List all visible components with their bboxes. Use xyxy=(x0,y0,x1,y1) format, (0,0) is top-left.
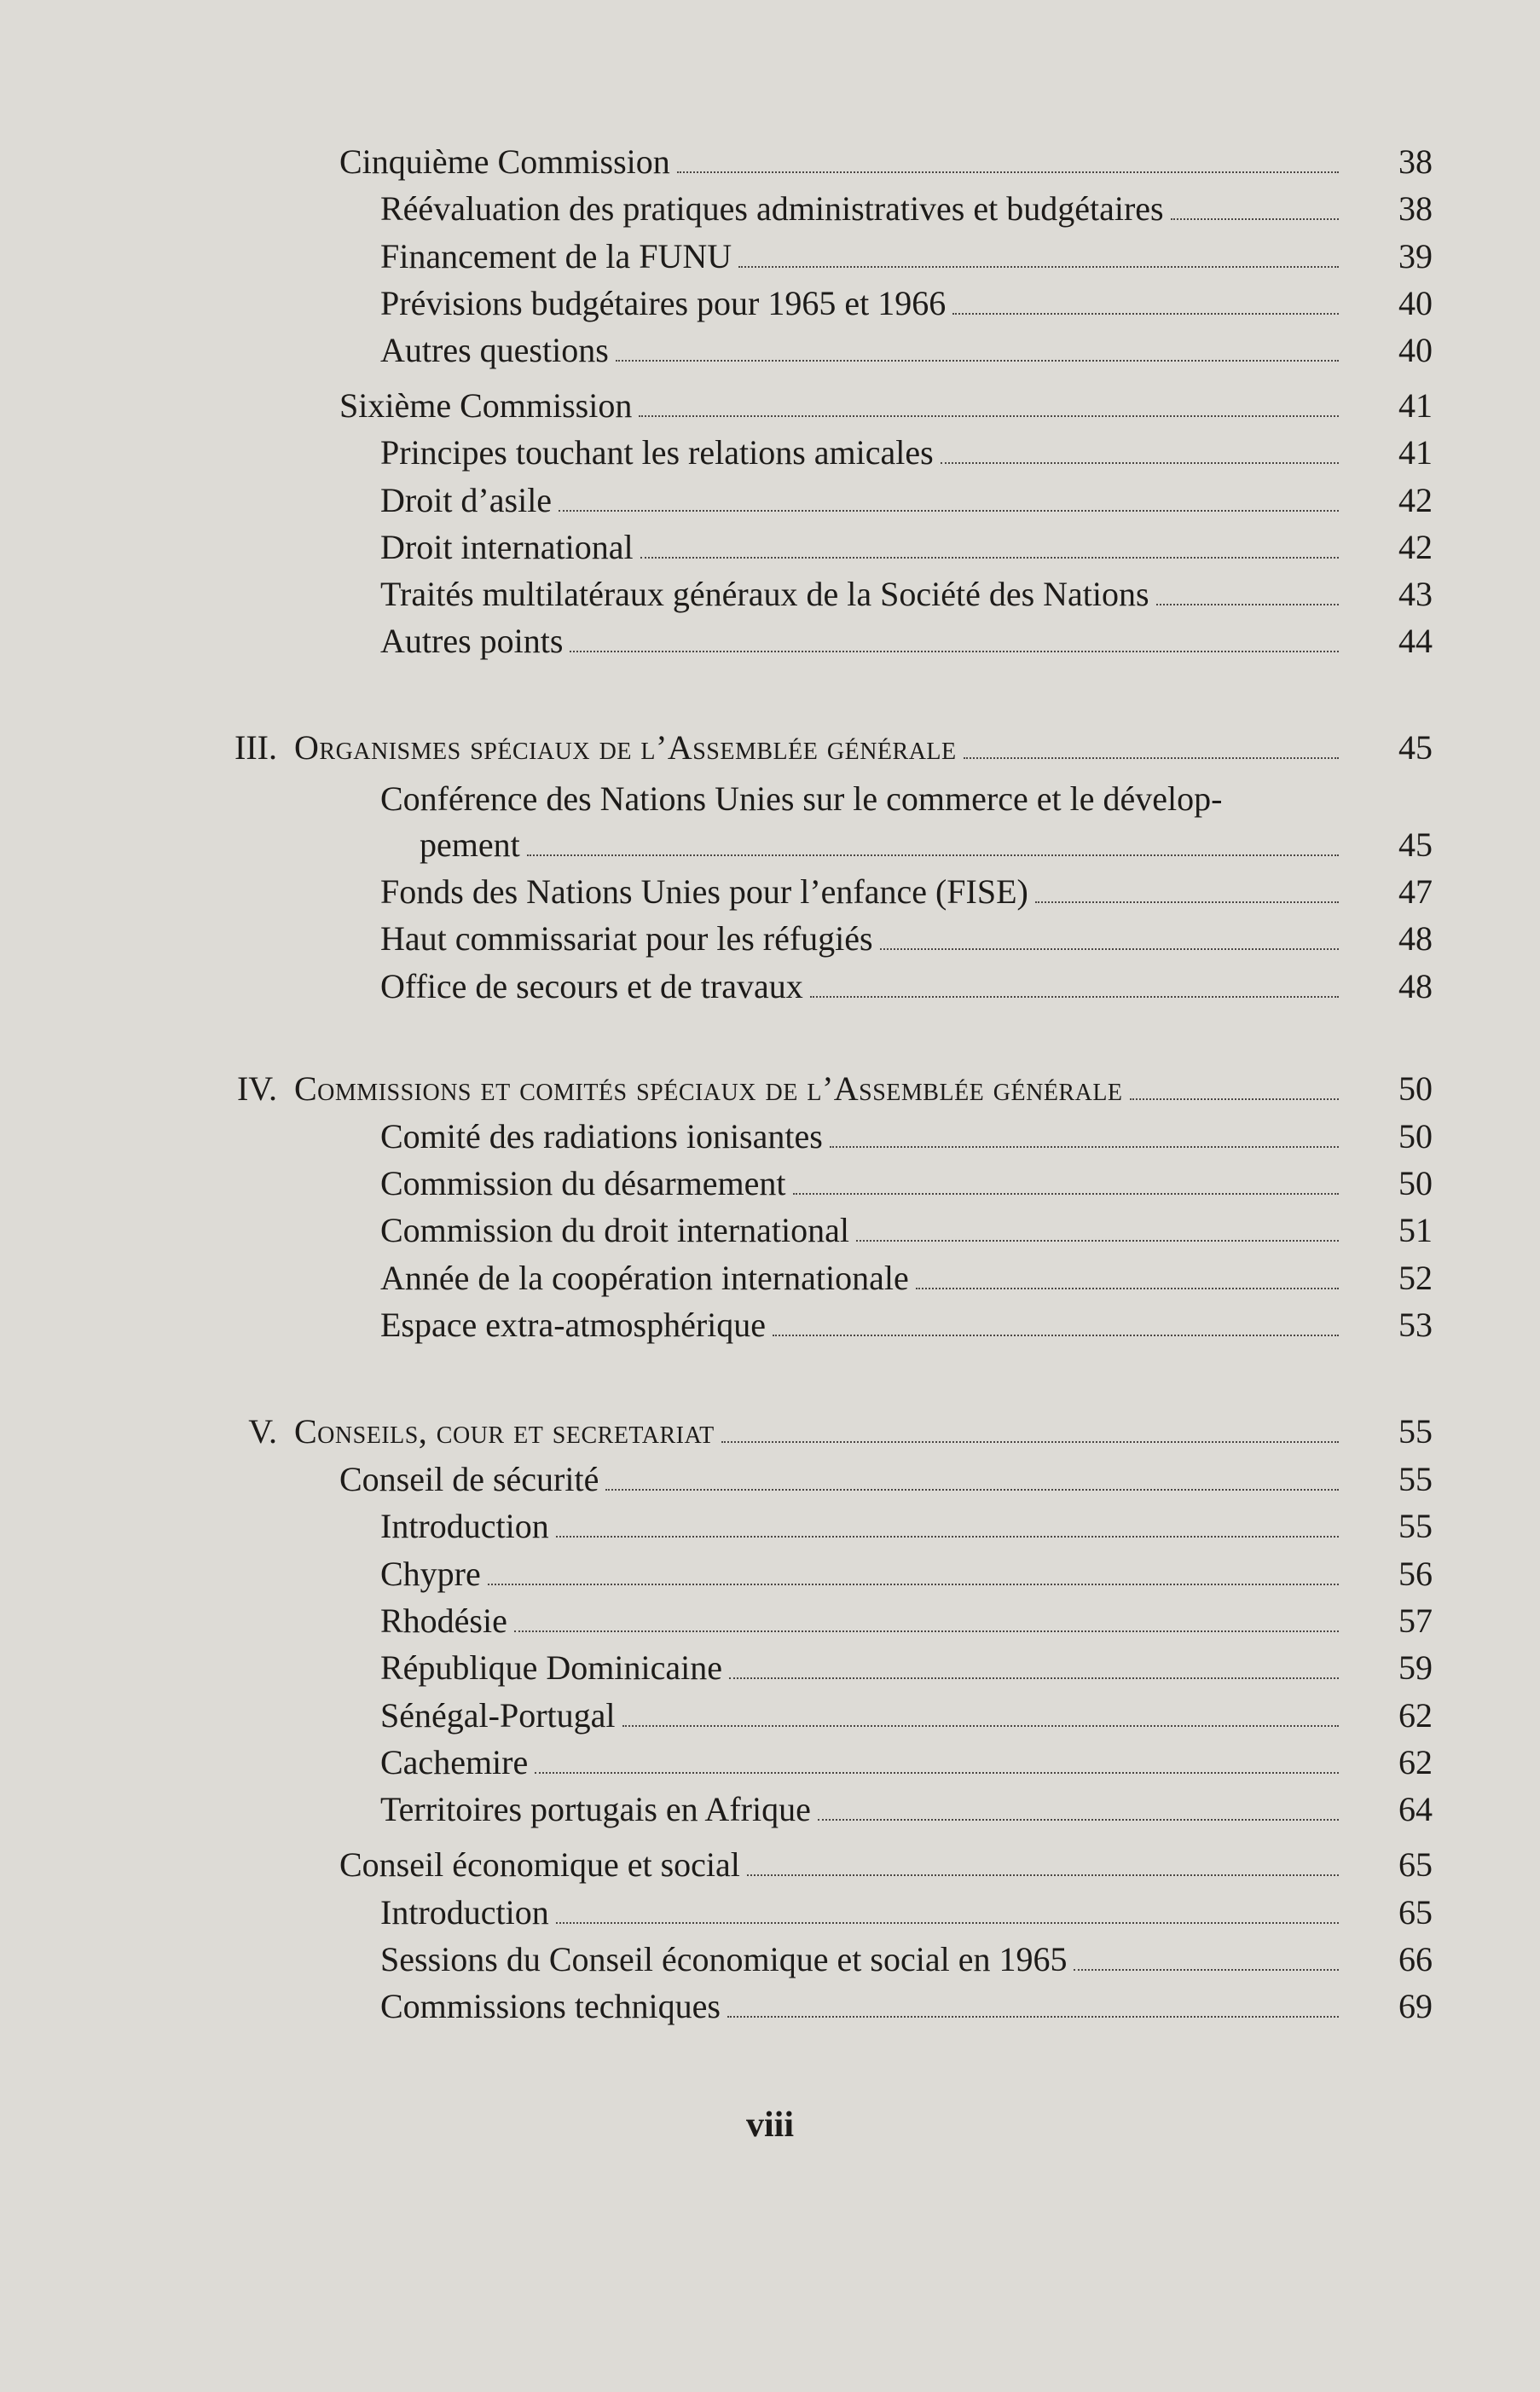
dot-leader xyxy=(1074,1969,1339,1971)
toc-entry xyxy=(380,1600,1433,1642)
toc-entry xyxy=(380,1694,1433,1737)
section-number: IV. xyxy=(236,1069,277,1108)
toc-entry xyxy=(380,479,1433,522)
toc-entry xyxy=(380,1115,1433,1158)
dot-leader xyxy=(727,2016,1339,2018)
entry-title: Chypre xyxy=(380,1555,481,1593)
page-reference: 40 xyxy=(1398,331,1433,369)
toc-entry xyxy=(380,965,1433,1008)
page-reference: 50 xyxy=(1398,1117,1433,1155)
dot-leader xyxy=(527,854,1339,856)
dot-leader xyxy=(488,1584,1339,1585)
page-reference: 48 xyxy=(1398,967,1433,1005)
toc-entry xyxy=(380,1304,1433,1347)
entry-title: Sixième Commission xyxy=(339,386,633,425)
page-reference: 39 xyxy=(1398,237,1433,275)
dot-leader xyxy=(616,360,1339,362)
entry-title: Commissions techniques xyxy=(380,1987,721,2025)
toc-section-heading xyxy=(248,1410,1433,1453)
page-reference: 50 xyxy=(1398,1069,1433,1108)
toc-section-heading xyxy=(234,727,1433,769)
dot-leader xyxy=(773,1335,1339,1336)
page-reference: 44 xyxy=(1398,622,1433,660)
toc-entry xyxy=(380,282,1433,325)
page-reference: 38 xyxy=(1398,189,1433,228)
page-reference: 51 xyxy=(1398,1211,1433,1249)
dot-leader xyxy=(721,1441,1339,1443)
page-reference: 66 xyxy=(1398,1940,1433,1978)
entry-title: Réévaluation des pratiques administratives et budgétaires xyxy=(380,189,1164,228)
toc-entry xyxy=(380,1553,1433,1596)
entry-title: Fonds des Nations Unies pour l’enfance (FISE) xyxy=(380,872,1028,911)
page-reference: 41 xyxy=(1398,433,1433,472)
toc-entry xyxy=(380,1938,1433,1981)
entry-title: Financement de la FUNU xyxy=(380,237,732,275)
entry-title: Office de secours et de travaux xyxy=(380,967,803,1005)
entry-title: Principes touchant les relations amicales xyxy=(380,433,934,472)
page-reference: 59 xyxy=(1398,1648,1433,1687)
dot-leader xyxy=(514,1630,1339,1632)
toc-entry xyxy=(380,1209,1433,1252)
entry-title: Sénégal-Portugal xyxy=(380,1696,616,1735)
dot-leader xyxy=(1156,604,1339,605)
toc-entry xyxy=(380,620,1433,663)
toc-entry xyxy=(380,526,1433,569)
entry-title: Introduction xyxy=(380,1893,549,1932)
section-number: III. xyxy=(234,728,277,767)
entry-title: Droit d’asile xyxy=(380,481,553,519)
page-reference: 64 xyxy=(1398,1790,1433,1828)
dot-leader xyxy=(964,757,1339,759)
dot-leader xyxy=(639,415,1339,417)
dot-leader xyxy=(830,1146,1339,1148)
page-reference: 56 xyxy=(1398,1555,1433,1593)
entry-title: Année de la coopération internationale xyxy=(380,1259,909,1297)
toc-entry xyxy=(380,778,1433,820)
entry-title: Territoires portugais en Afrique xyxy=(380,1790,811,1828)
entry-title: Prévisions budgétaires pour 1965 et 1966 xyxy=(380,284,947,322)
dot-leader xyxy=(556,1536,1339,1538)
toc-entry xyxy=(380,235,1433,278)
toc-entry xyxy=(380,1741,1433,1784)
dot-leader xyxy=(793,1193,1339,1195)
dot-leader xyxy=(559,510,1339,512)
toc-entry xyxy=(339,141,1433,183)
toc-entry xyxy=(339,1844,1433,1886)
entry-title: Commission du désarmement xyxy=(380,1164,786,1202)
toc-entry xyxy=(380,1505,1433,1548)
dot-leader xyxy=(1035,901,1339,903)
entry-title: Conseil de sécurité xyxy=(339,1460,599,1498)
dot-leader xyxy=(952,313,1339,315)
page-reference: 45 xyxy=(1398,728,1433,767)
entry-title: Commissions et comités spéciaux de l’Assemblée générale xyxy=(294,1069,1123,1108)
entry-title: Autres points xyxy=(380,622,564,660)
section-number: V. xyxy=(248,1412,277,1451)
toc-entry xyxy=(420,824,1433,866)
entry-title: Comité des radiations ionisantes xyxy=(380,1117,823,1155)
page-reference: 42 xyxy=(1398,528,1433,566)
dot-leader xyxy=(856,1240,1339,1242)
toc-entry xyxy=(380,188,1433,230)
page-number: viii xyxy=(745,2105,794,2145)
page-reference: 45 xyxy=(1398,825,1433,864)
dot-leader xyxy=(677,171,1339,173)
page-reference: 55 xyxy=(1398,1507,1433,1545)
dot-leader xyxy=(941,462,1339,464)
page-reference: 62 xyxy=(1398,1696,1433,1735)
entry-title: Introduction xyxy=(380,1507,549,1545)
toc-entry xyxy=(339,385,1433,427)
toc-entry xyxy=(380,573,1433,616)
entry-title: Sessions du Conseil économique et social en 1965 xyxy=(380,1940,1068,1978)
dot-leader xyxy=(1130,1098,1339,1100)
entry-title: Conseil économique et social xyxy=(339,1845,740,1884)
entry-title: pement xyxy=(420,825,520,864)
dot-leader xyxy=(570,651,1339,652)
toc-entry xyxy=(380,329,1433,372)
dot-leader xyxy=(738,266,1339,268)
dot-leader xyxy=(916,1288,1339,1289)
entry-title: Commission du droit international xyxy=(380,1211,849,1249)
page-reference: 47 xyxy=(1398,872,1433,911)
page-reference: 40 xyxy=(1398,284,1433,322)
entry-title: Espace extra-atmosphérique xyxy=(380,1306,767,1344)
toc-entry xyxy=(380,1162,1433,1205)
page-reference: 55 xyxy=(1398,1460,1433,1498)
toc-entry xyxy=(380,431,1433,474)
entry-title: Cachemire xyxy=(380,1743,529,1781)
dot-leader xyxy=(810,996,1339,998)
toc-entry xyxy=(380,918,1433,960)
entry-title: Organismes spéciaux de l’Assemblée générale xyxy=(294,728,957,767)
entry-title: Conseils, cour et secretariat xyxy=(294,1412,715,1451)
dot-leader xyxy=(622,1725,1340,1727)
toc-section-heading xyxy=(236,1068,1433,1110)
dot-leader xyxy=(1171,218,1339,220)
toc-entry xyxy=(339,1458,1433,1501)
dot-leader xyxy=(747,1874,1339,1876)
page-reference: 53 xyxy=(1398,1306,1433,1344)
toc-entry xyxy=(380,1985,1433,2028)
page-reference: 55 xyxy=(1398,1412,1433,1451)
page-reference: 69 xyxy=(1398,1987,1433,2025)
page-reference: 42 xyxy=(1398,481,1433,519)
toc-entry xyxy=(380,1891,1433,1934)
dot-leader xyxy=(880,948,1339,950)
page-reference: 57 xyxy=(1398,1601,1433,1640)
page-reference: 65 xyxy=(1398,1845,1433,1884)
dot-leader xyxy=(818,1819,1339,1821)
dot-leader xyxy=(605,1489,1339,1491)
dot-leader xyxy=(556,1922,1339,1924)
entry-title: Droit international xyxy=(380,528,634,566)
toc-entry xyxy=(380,871,1433,913)
page-reference: 50 xyxy=(1398,1164,1433,1202)
entry-title: Cinquième Commission xyxy=(339,142,670,181)
entry-title: Traités multilatéraux généraux de la Société des Nations xyxy=(380,575,1149,613)
page-reference: 65 xyxy=(1398,1893,1433,1932)
dot-leader xyxy=(535,1772,1339,1774)
entry-title: Haut commissariat pour les réfugiés xyxy=(380,919,873,958)
entry-title: Conférence des Nations Unies sur le commerce et le dévelop- xyxy=(380,779,1223,818)
page-reference: 38 xyxy=(1398,142,1433,181)
dot-leader xyxy=(729,1677,1339,1679)
page-reference: 52 xyxy=(1398,1259,1433,1297)
entry-title: République Dominicaine xyxy=(380,1648,723,1687)
page-reference: 62 xyxy=(1398,1743,1433,1781)
toc-entry xyxy=(380,1647,1433,1689)
page-reference: 41 xyxy=(1398,386,1433,425)
toc-entry xyxy=(380,1257,1433,1300)
entry-title: Autres questions xyxy=(380,331,609,369)
page-reference: 48 xyxy=(1398,919,1433,958)
page-reference: 43 xyxy=(1398,575,1433,613)
dot-leader xyxy=(640,557,1339,559)
entry-title: Rhodésie xyxy=(380,1601,507,1640)
toc-entry xyxy=(380,1788,1433,1831)
